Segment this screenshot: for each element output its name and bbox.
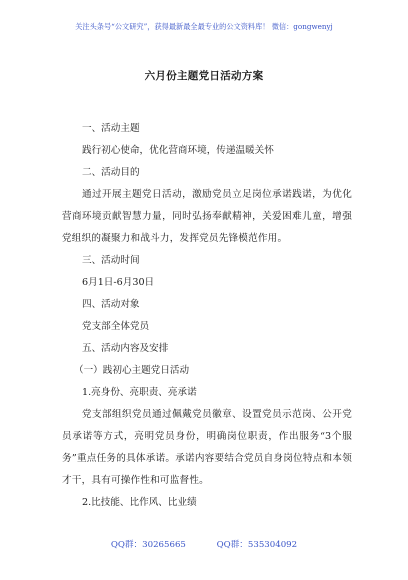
section-text-time: 6月1日-6月30日 (82, 277, 155, 288)
section-heading-purpose: 二、活动目的 (82, 167, 140, 178)
footer-qq-group-1: QQ群：30265665 (110, 540, 186, 550)
item-heading-1: 1.亮身份、亮职责、亮承诺 (82, 387, 197, 398)
section-heading-target: 四、活动对象 (82, 299, 140, 310)
item-text-1: 党支部组织党员通过佩戴党员徽章、设置党员示范岗、公开党员承诺等方式，亮明党员身份，明确岗位职责，作出服务“3个服务”重点任务的具体承诺。承诺内容要结合党员自身岗位特点和本领才干，具有可操作性和可监督性。 (62, 409, 352, 486)
section-heading-time: 三、活动时间 (82, 255, 140, 266)
subsection-heading-1: （一）践初心主题党日活动 (74, 365, 190, 376)
section-text-theme: 践行初心使命，优化营商环境，传递温暖关怀 (82, 145, 274, 156)
item-heading-2: 2.比技能、比作风、比业绩 (82, 497, 197, 508)
footer-qq-group-2: QQ群：535304092 (216, 540, 298, 550)
section-heading-theme: 一、活动主题 (82, 123, 140, 134)
footer-contacts (0, 538, 408, 550)
section-heading-content: 五、活动内容及安排 (82, 343, 169, 354)
section-text-target: 党支部全体党员 (82, 321, 150, 332)
document-title: 六月份主题党日活动方案 (144, 70, 264, 82)
section-text-purpose: 通过开展主题党日活动，激励党员立足岗位承诺践诺，为优化营商环境贡献智慧力量，同时弘扬奉献精神，关爱困难儿童，增强党组织的凝聚力和战斗力，发挥党员先锋模范作用。 (62, 189, 352, 244)
promo-banner: 关注头条号“公文研究”，获得最新最全最专业的公文资料库！ 微信：gongwenyj (75, 22, 333, 31)
document-body (62, 118, 352, 514)
